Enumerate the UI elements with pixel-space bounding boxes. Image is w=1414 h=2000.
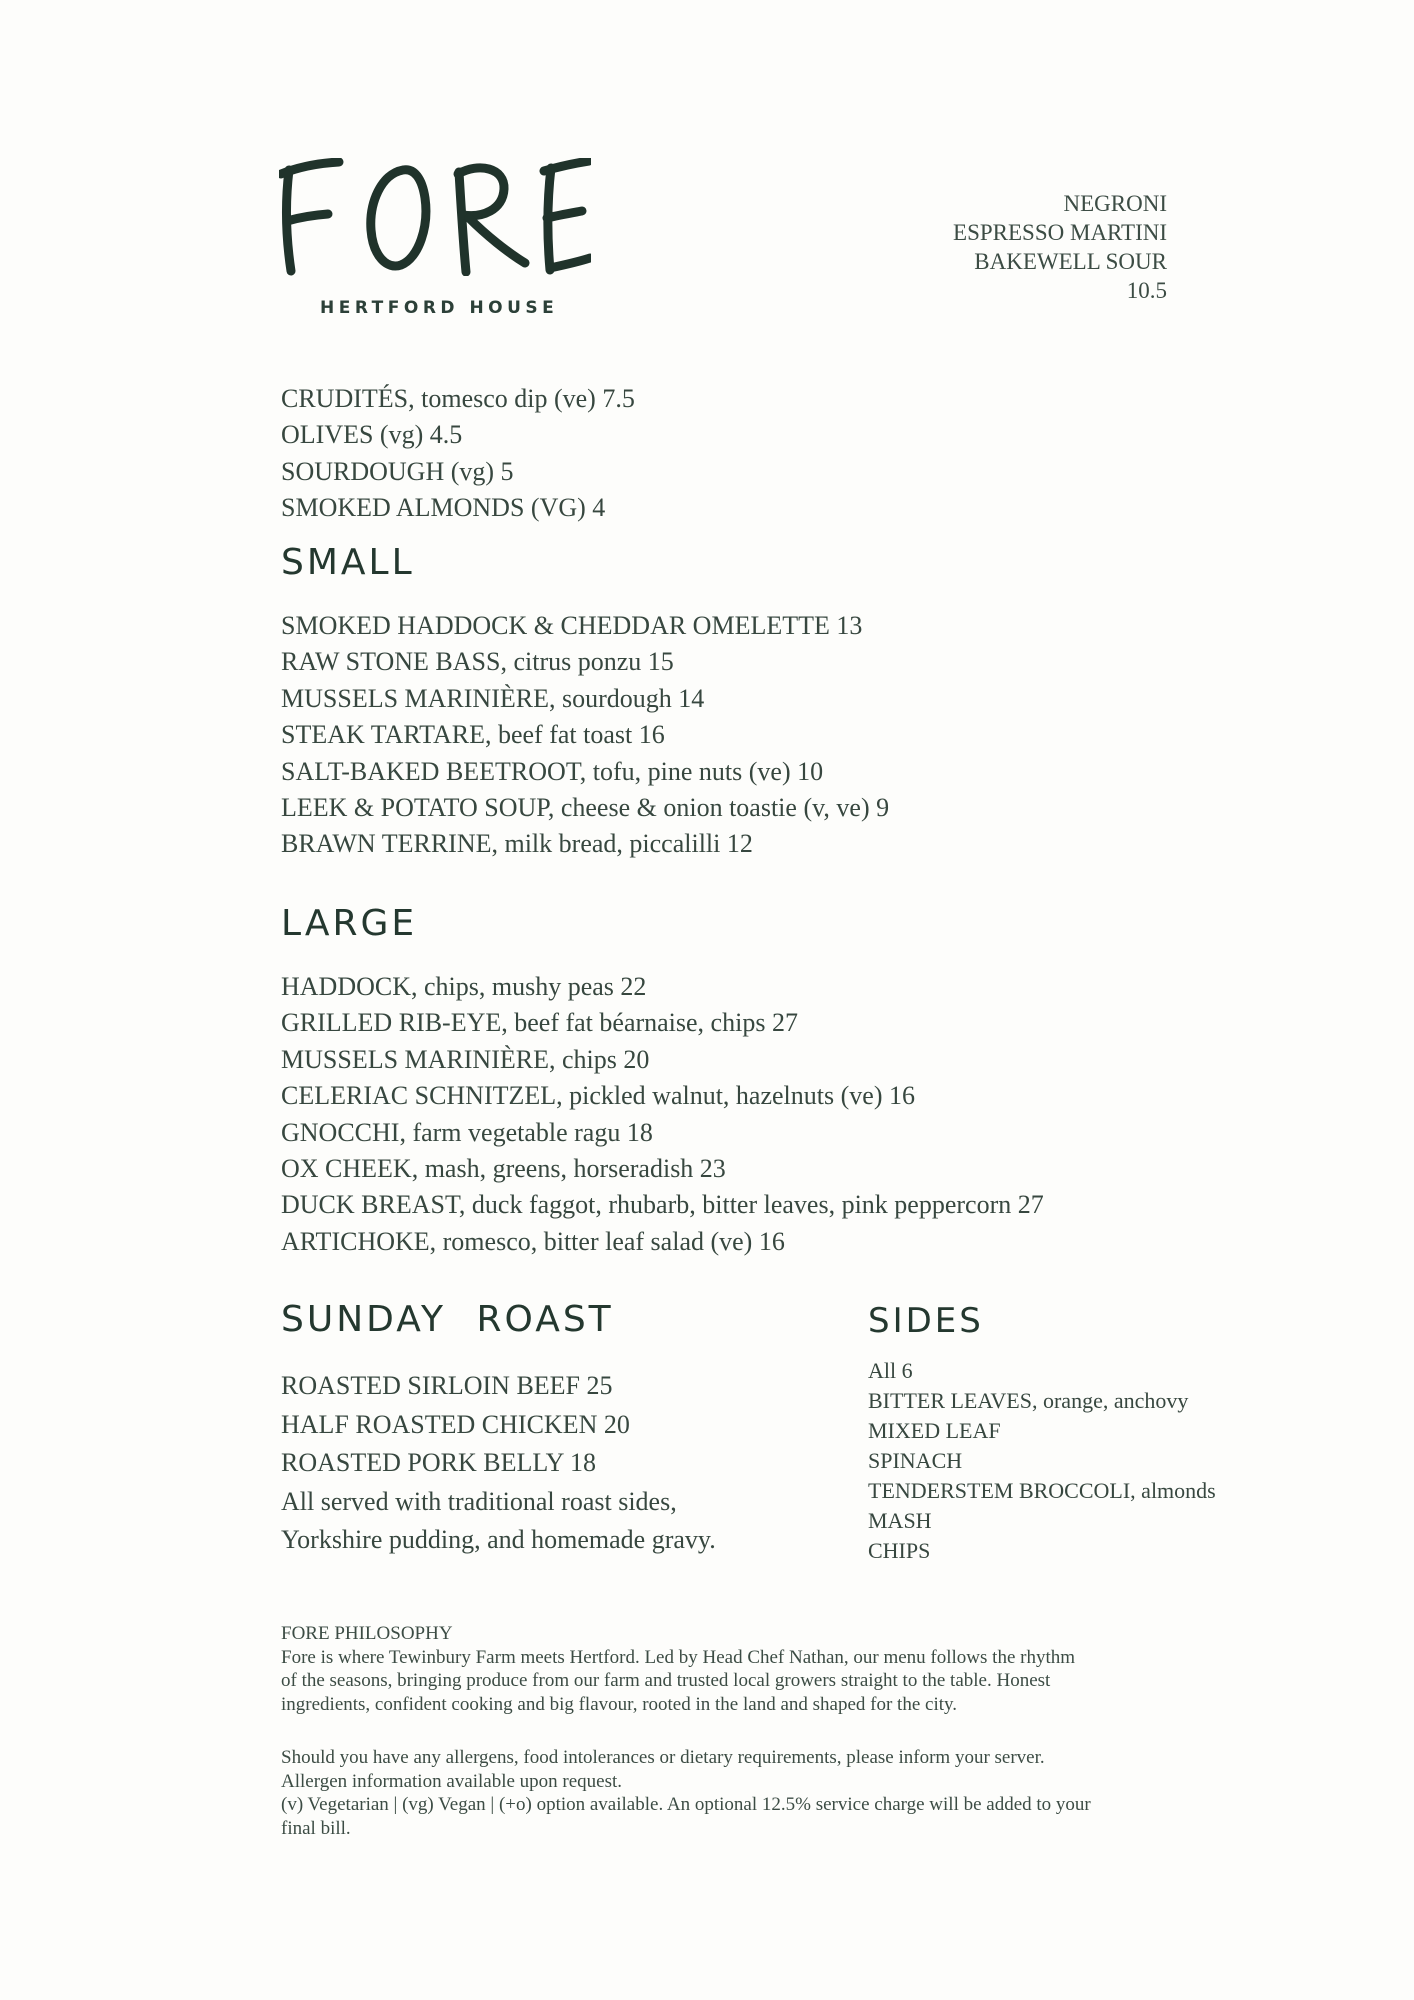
- menu-item: HALF ROASTED CHICKEN 20: [281, 1409, 630, 1439]
- drink-item: NEGRONI: [1063, 191, 1167, 216]
- menu-item: SOURDOUGH (vg) 5: [281, 456, 514, 486]
- footer-line: Allergen information available upon request.: [281, 1770, 623, 1792]
- section-title-sides: SIDES: [868, 1301, 984, 1341]
- menu-item: ROASTED PORK BELLY 18: [281, 1448, 596, 1478]
- menu-item: MUSSELS MARINIÈRE, sourdough 14: [281, 683, 705, 713]
- menu-item: SALT-BAKED BEETROOT, tofu, pine nuts (ve) 10: [281, 756, 824, 786]
- roast-note-line: Yorkshire pudding, and homemade gravy.: [281, 1525, 716, 1555]
- logo-text: [279, 276, 280, 277]
- menu-item: GRILLED RIB-EYE, beef fat béarnaise, chips 27: [281, 1008, 798, 1038]
- roast-note-line: All served with traditional roast sides,: [281, 1486, 677, 1516]
- footer-line: Fore is where Tewinbury Farm meets Hertford. Led by Head Chef Nathan, our menu follows the rhythm: [281, 1646, 1076, 1668]
- menu-item: SMOKED HADDOCK & CHEDDAR OMELETTE 13: [281, 611, 863, 640]
- sunday-roast-list: [281, 1367, 716, 1560]
- large-list: [281, 969, 1044, 1260]
- menu-item: MASH: [868, 1508, 932, 1533]
- menu-item: STEAK TARTARE, beef fat toast 16: [281, 720, 665, 750]
- drink-item: BAKEWELL SOUR: [974, 249, 1167, 274]
- section-large: [281, 901, 1044, 1260]
- drinks-list: [953, 189, 1167, 305]
- menu-item: BRAWN TERRINE, milk bread, piccalilli 12: [281, 829, 753, 859]
- philosophy-block: [281, 1622, 1201, 1716]
- footer-line: Should you have any allergens, food intolerances or dietary requirements, please inform your server.: [281, 1747, 1045, 1768]
- brand-block: [279, 158, 591, 318]
- menu-item: ARTICHOKE, romesco, bitter leaf salad (ve) 16: [281, 1226, 785, 1256]
- menu-item: TENDERSTEM BROCCOLI, almonds: [868, 1478, 1216, 1503]
- menu-item: BITTER LEAVES, orange, anchovy: [868, 1388, 1189, 1413]
- menu-item: MUSSELS MARINIÈRE, chips 20: [281, 1044, 650, 1074]
- menu-item: LEEK & POTATO SOUP, cheese & onion toastie (v, ve) 9: [281, 793, 890, 823]
- menu-item: ROASTED SIRLOIN BEEF 25: [281, 1371, 613, 1400]
- section-small: [281, 540, 889, 863]
- philosophy-title: FORE PHILOSOPHY: [281, 1623, 453, 1644]
- menu-item: DUCK BREAST, duck faggot, rhubarb, bitter leaves, pink peppercorn 27: [281, 1190, 1044, 1220]
- menu-item: SPINACH: [868, 1448, 963, 1473]
- footer: [281, 1622, 1201, 1840]
- menu-item: SMOKED ALMONDS (VG) 4: [281, 493, 606, 523]
- menu-item: GNOCCHI, farm vegetable ragu 18: [281, 1117, 653, 1147]
- sides-list: [868, 1356, 1216, 1566]
- section-title-large: LARGE: [281, 903, 418, 944]
- snacks-list: [281, 381, 635, 527]
- drinks-price: 10.5: [1126, 278, 1167, 303]
- brand-subtitle: HERTFORD HOUSE: [320, 298, 559, 318]
- footer-line: (v) Vegetarian | (vg) Vegan | (+o) option available. An optional 12.5% service charge will be added to your: [281, 1794, 1091, 1815]
- menu-item: HADDOCK, chips, mushy peas 22: [281, 972, 647, 1001]
- section-sunday-roast: [281, 1297, 716, 1560]
- footer-line: of the seasons, bringing produce from our farm and trusted local growers straight to the table. Honest: [281, 1670, 1051, 1691]
- section-title-small: SMALL: [281, 542, 415, 583]
- section-sides: [868, 1300, 1216, 1566]
- menu-item: CRUDITÉS, tomesco dip (ve) 7.5: [281, 384, 635, 413]
- small-list: [281, 608, 889, 863]
- menu-item: OLIVES (vg) 4.5: [281, 420, 463, 450]
- menu-item: CELERIAC SCHNITZEL, pickled walnut, hazelnuts (ve) 16: [281, 1081, 915, 1111]
- menu-item: MIXED LEAF: [868, 1418, 1001, 1443]
- section-title-sunday-roast: SUNDAY ROAST: [281, 1299, 614, 1340]
- menu-item: OX CHEEK, mash, greens, horseradish 23: [281, 1154, 726, 1184]
- fore-logo: [279, 158, 591, 276]
- drink-item: ESPRESSO MARTINI: [953, 220, 1167, 245]
- footer-line: final bill.: [281, 1817, 351, 1839]
- menu-item: RAW STONE BASS, citrus ponzu 15: [281, 647, 674, 677]
- menu-item: CHIPS: [868, 1538, 931, 1563]
- footer-line: ingredients, confident cooking and big flavour, rooted in the land and shaped for the city.: [281, 1693, 958, 1715]
- sides-price-note: All 6: [868, 1358, 913, 1383]
- allergen-block: [281, 1746, 1201, 1840]
